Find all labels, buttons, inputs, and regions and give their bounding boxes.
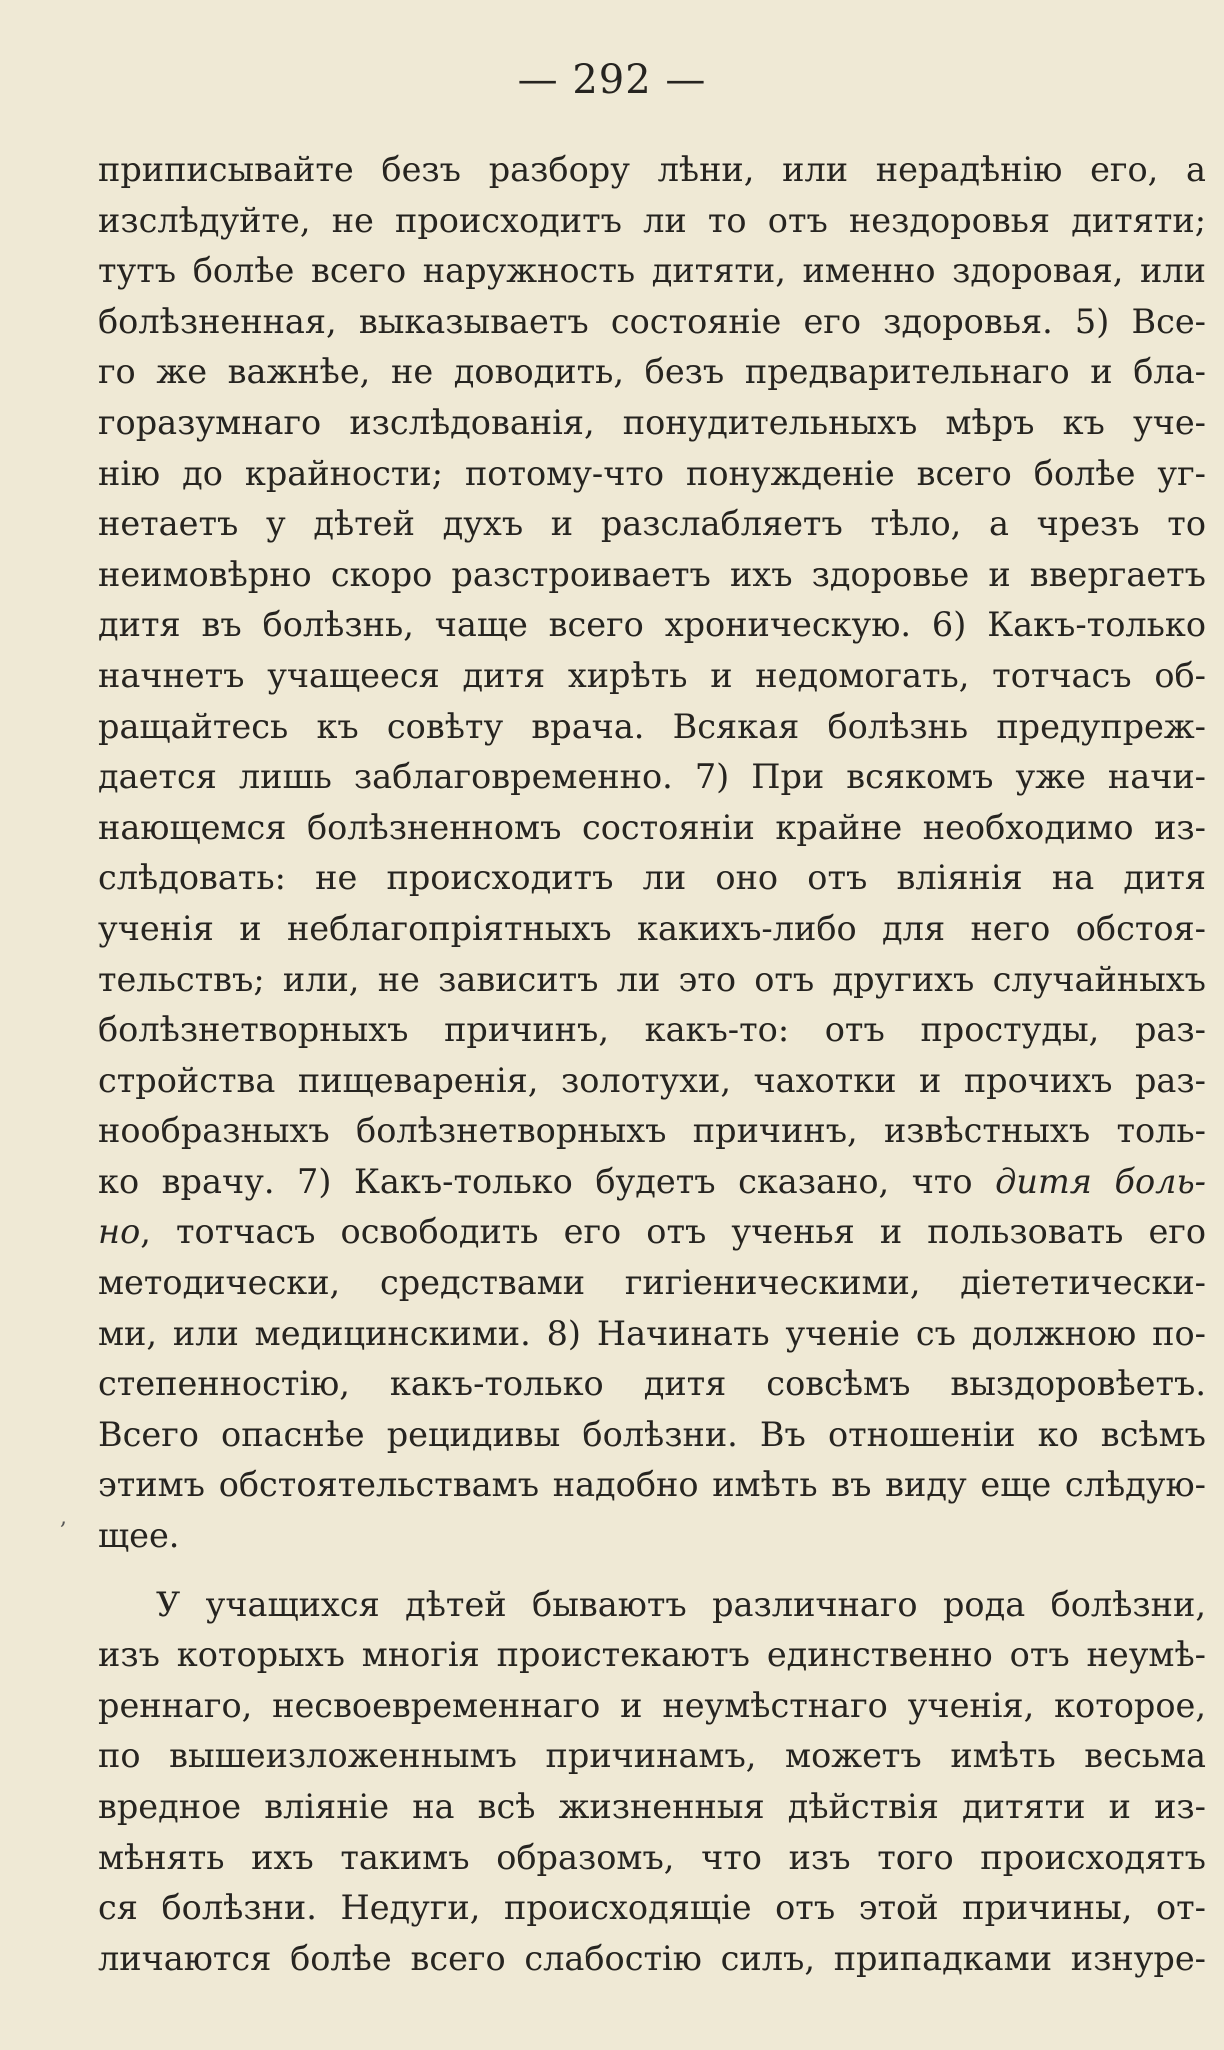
text-line: ми, или медицинскими. 8) Начинать ученіе съ должною по- bbox=[98, 1313, 1206, 1353]
paragraph-end-line: щее. bbox=[98, 1516, 180, 1556]
text-line bbox=[98, 1157, 1206, 1208]
text-line: личаются болѣе всего слабостію силъ, припадками изнуре- bbox=[98, 1938, 1206, 1978]
text-line: стройства пищеваренія, золотухи, чахотки и прочихъ раз- bbox=[98, 1060, 1206, 1100]
text-line: по вышеизложеннымъ причинамъ, можетъ имѣть весьма bbox=[98, 1736, 1206, 1776]
text-line: болѣзненная, выказываетъ состояніе его здоровья. 5) Все- bbox=[98, 301, 1206, 341]
text-line: ся болѣзни. Недуги, происходящіе отъ этой причины, от- bbox=[98, 1888, 1206, 1928]
text-line: Всего опаснѣе рецидивы болѣзни. Въ отношеніи ко всѣмъ bbox=[98, 1414, 1206, 1454]
text-line: нающемся болѣзненномъ состояніи крайне необходимо из- bbox=[98, 807, 1206, 847]
text-line: приписывайте безъ разбору лѣни, или нерадѣнію его, а bbox=[98, 150, 1206, 189]
page-number: — 292 — bbox=[517, 57, 707, 103]
italic-phrase: но bbox=[98, 1212, 141, 1252]
text-line: начнетъ учащееся дитя хирѣть и недомогать, тотчасъ об- bbox=[98, 655, 1206, 695]
text-line: нетаетъ у дѣтей духъ и разслабляетъ тѣло, а чрезъ то bbox=[98, 504, 1206, 544]
text-line: ученія и неблагопріятныхъ какихъ-либо для него обстоя- bbox=[98, 908, 1206, 948]
text-line: слѣдовать: не происходитъ ли оно отъ вліянія на дитя bbox=[98, 858, 1206, 898]
text-line: нію до крайности; потому-что понужденіе всего болѣе уг- bbox=[98, 453, 1206, 493]
paragraph-start-line: У учащихся дѣтей бываютъ различнаго рода болѣзни, bbox=[156, 1584, 1206, 1624]
text-line: вредное вліяніе на всѣ жизненныя дѣйствія дитяти и из- bbox=[98, 1787, 1206, 1826]
text-line: тутъ болѣе всего наружность дитяти, именно здоровая, или bbox=[98, 251, 1206, 291]
text-line: неимовѣрно скоро разстроиваетъ ихъ здоровье и ввергаетъ bbox=[98, 554, 1206, 594]
text-line: реннаго, несвоевременнаго и неумѣстнаго ученія, которое, bbox=[98, 1685, 1206, 1725]
text-line: тельствъ; или, не зависитъ ли это отъ другихъ случайныхъ bbox=[98, 959, 1206, 999]
body-text bbox=[98, 145, 1206, 1984]
text-line: дитя въ болѣзнь, чаще всего хроническую. 6) Какъ-только bbox=[98, 605, 1206, 645]
text-line: дается лишь заблаговременно. 7) При всякомъ уже начи- bbox=[98, 757, 1206, 797]
text-line: болѣзнетворныхъ причинъ, какъ-то: отъ простуды, раз- bbox=[98, 1010, 1206, 1050]
text-line: го же важнѣе, не доводить, безъ предварительнаго и бла- bbox=[98, 352, 1206, 392]
text-line: методически, средствами гигіеническими, діететически- bbox=[98, 1263, 1206, 1303]
text-line: изслѣдуйте, не происходитъ ли то отъ нездоровья дитяти; bbox=[98, 200, 1206, 240]
text-line: степенностію, какъ-только дитя совсѣмъ выздоровѣетъ. bbox=[98, 1364, 1206, 1404]
text-line: мѣнять ихъ такимъ образомъ, что изъ того происходятъ bbox=[98, 1837, 1206, 1877]
margin-mark: , bbox=[60, 1505, 67, 1530]
text-line: горазумнаго изслѣдованія, понудительныхъ мѣръ къ уче- bbox=[98, 402, 1206, 442]
text-line: этимъ обстоятельствамъ надобно имѣть въ виду еще слѣдую- bbox=[98, 1465, 1206, 1505]
text-line bbox=[98, 1207, 1206, 1258]
text-line: изъ которыхъ многія проистекаютъ единственно отъ неумѣ- bbox=[98, 1635, 1206, 1675]
text-segment: , тотчасъ освободить его отъ ученья и пользовать его bbox=[140, 1212, 1206, 1252]
italic-phrase: дитя боль- bbox=[995, 1161, 1206, 1201]
text-line: ращайтесь къ совѣту врача. Всякая болѣзнь предупреж- bbox=[98, 706, 1206, 746]
text-segment: ко врачу. 7) Какъ-только будетъ сказано, что bbox=[98, 1161, 996, 1201]
text-line: нообразныхъ болѣзнетворныхъ причинъ, извѣстныхъ толь- bbox=[98, 1111, 1206, 1151]
